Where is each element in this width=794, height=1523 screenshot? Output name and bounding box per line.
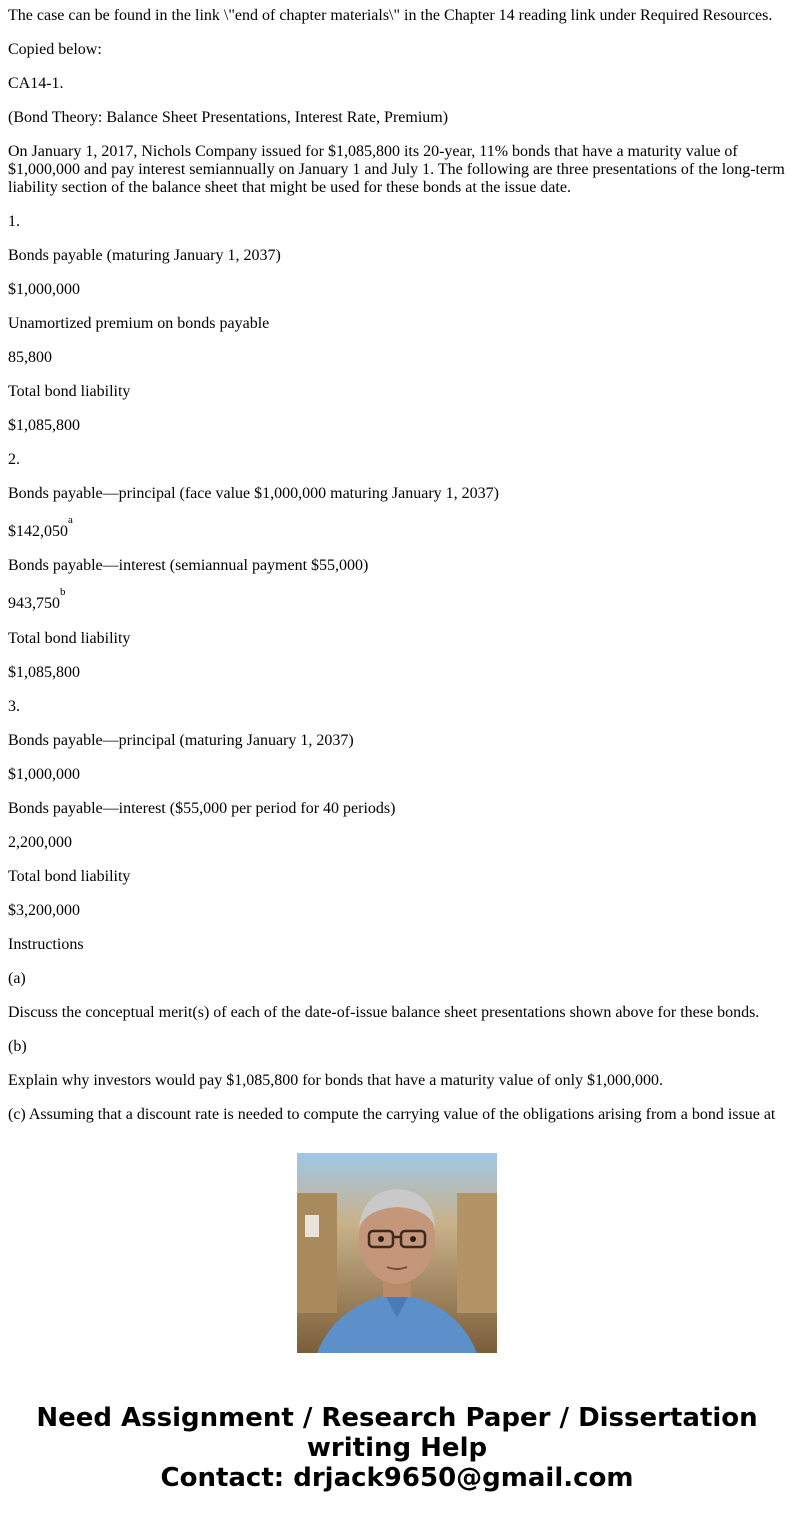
- line-value: $1,085,800: [8, 417, 80, 434]
- instructions-heading: Instructions: [8, 936, 84, 953]
- line-value: $1,000,000: [8, 766, 80, 783]
- case-title: (Bond Theory: Balance Sheet Presentations, Interest Rate, Premium): [8, 109, 449, 126]
- line-label: Bonds payable (maturing January 1, 2037): [8, 247, 281, 264]
- line-value: 85,800: [8, 349, 52, 366]
- case-id: CA14-1.: [8, 75, 64, 92]
- part-c-text: (c) Assuming that a discount rate is needed to compute the carrying value of the obligations arising from a bond issue at: [8, 1106, 776, 1123]
- line-label: Bonds payable—principal (maturing January 1, 2037): [8, 732, 354, 749]
- presentation-number: 2.: [8, 451, 20, 468]
- line-label: Unamortized premium on bonds payable: [8, 315, 270, 332]
- copied-below-text: Copied below:: [8, 41, 102, 58]
- line-label: Bonds payable—interest (semiannual payment $55,000): [8, 557, 369, 574]
- avatar: [297, 1153, 497, 1353]
- line-label: Bonds payable—interest ($55,000 per period for 40 periods): [8, 800, 396, 817]
- promo-banner: [0, 1403, 794, 1493]
- presentation-number: 3.: [8, 698, 20, 715]
- line-value: 2,200,000: [8, 834, 72, 851]
- line-label: Total bond liability: [8, 630, 131, 647]
- line-label: Total bond liability: [8, 383, 131, 400]
- case-text: On January 1, 2017, Nichols Company issued for $1,085,800 its 20-year, 11% bonds that have a maturity value of $1,000,000 and pay interest semiannually on January 1 and July 1. The following are three presentations of the long-term liability section of the balance sheet that might be used for these bonds at the issue date.: [8, 143, 785, 196]
- promo-line-2: writing Help: [306, 1433, 488, 1463]
- part-b-text: Explain why investors would pay $1,085,800 for bonds that have a maturity value of only $1,000,000.: [8, 1072, 664, 1089]
- portrait-image: [297, 1153, 497, 1353]
- part-a-label: (a): [8, 970, 26, 987]
- line-label: Bonds payable—principal (face value $1,000,000 maturing January 1, 2037): [8, 485, 499, 502]
- footnote-marker: a: [68, 514, 73, 526]
- line-value: 943,750$^b$: [8, 586, 66, 612]
- promo-line-1: Need Assignment / Research Paper / Dissertation: [36, 1403, 758, 1433]
- line-value: $3,200,000: [8, 902, 80, 919]
- document-body: [8, 0, 788, 1123]
- intro-text: The case can be found in the link \"end of chapter materials\" in the Chapter 14 reading link under Required Resources.: [8, 7, 773, 24]
- line-value: $1,085,800: [8, 664, 80, 681]
- line-value: $142,050$^a$: [8, 514, 73, 540]
- line-label: Total bond liability: [8, 868, 131, 885]
- footnote-marker: b: [60, 586, 66, 598]
- promo-contact: Contact: drjack9650@gmail.com: [160, 1463, 634, 1493]
- part-a-text: Discuss the conceptual merit(s) of each of the date-of-issue balance sheet presentations shown above for these bonds.: [8, 1004, 760, 1021]
- presentation-number: 1.: [8, 213, 20, 230]
- part-b-label: (b): [8, 1038, 27, 1055]
- line-value: $1,000,000: [8, 281, 80, 298]
